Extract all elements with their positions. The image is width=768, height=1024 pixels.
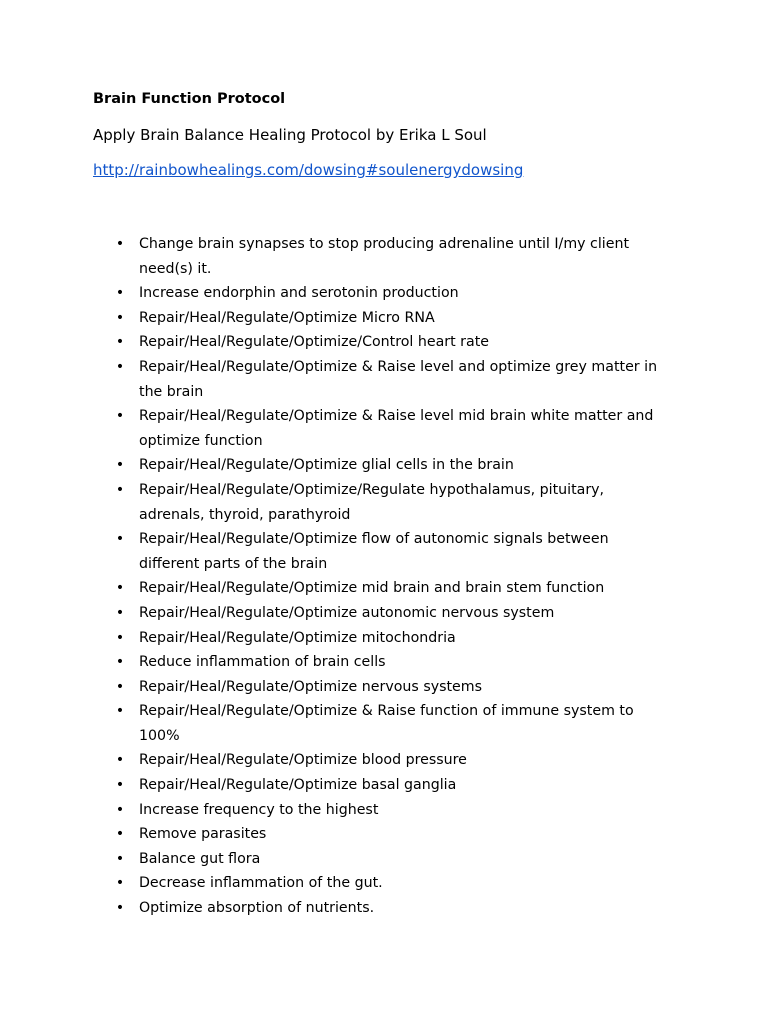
bullet-icon: • xyxy=(115,752,125,769)
list-item xyxy=(0,601,669,626)
bullet-icon: • xyxy=(115,309,125,326)
list-item xyxy=(0,281,669,306)
list-item-text: Change brain synapses to stop producing adrenaline until I/my client need(s) it. xyxy=(139,236,630,277)
bullet-icon: • xyxy=(115,285,125,302)
list-item-text: Repair/Heal/Regulate/Optimize & Raise level and optimize grey matter in the brain xyxy=(139,358,658,400)
list-item xyxy=(0,675,669,700)
bullet-icon: • xyxy=(115,236,125,252)
bullet-icon: • xyxy=(115,654,125,671)
list-item xyxy=(0,404,669,453)
list-item xyxy=(0,232,669,281)
list-item xyxy=(0,798,669,823)
list-item-text: Repair/Heal/Regulate/Optimize nervous systems xyxy=(139,678,482,695)
bullet-icon: • xyxy=(115,875,125,892)
bullet-icon: • xyxy=(115,629,125,646)
list-item-text: Increase frequency to the highest xyxy=(139,801,379,818)
list-item xyxy=(0,773,669,798)
list-item-text: Repair/Heal/Regulate/Optimize Micro RNA xyxy=(139,309,435,326)
protocol-list xyxy=(0,232,768,921)
list-item-text: Repair/Heal/Regulate/Optimize autonomic nervous system xyxy=(139,604,555,621)
list-item xyxy=(0,748,669,773)
list-item-text: Repair/Heal/Regulate/Optimize mitochondria xyxy=(139,629,456,646)
bullet-icon: • xyxy=(115,408,125,425)
list-item-text: Balance gut flora xyxy=(139,850,261,867)
list-item-text: Repair/Heal/Regulate/Optimize basal ganglia xyxy=(139,777,457,794)
list-item-text: Reduce inflammation of brain cells xyxy=(139,654,386,671)
list-item xyxy=(0,576,669,601)
list-item-text: Repair/Heal/Regulate/Optimize glial cells in the brain xyxy=(139,457,514,474)
bullet-icon: • xyxy=(115,531,125,548)
bullet-icon: • xyxy=(115,604,125,621)
bullet-icon: • xyxy=(115,777,125,794)
bullet-icon: • xyxy=(115,826,125,843)
document-title: Brain Function Protocol xyxy=(93,91,286,107)
bullet-icon: • xyxy=(115,900,125,917)
list-item xyxy=(0,330,669,355)
bullet-icon: • xyxy=(115,481,125,498)
list-item xyxy=(0,626,669,651)
list-item xyxy=(0,355,669,404)
source-link[interactable]: http://rainbowhealings.com/dowsing#soulenergydowsing xyxy=(93,161,524,179)
list-item-text: Repair/Heal/Regulate/Optimize & Raise level mid brain white matter and optimize function xyxy=(139,408,654,449)
list-item-text: Repair/Heal/Regulate/Optimize/Regulate hypothalamus, pituitary, adrenals, thyroid, parathyroid xyxy=(139,481,605,523)
list-item xyxy=(0,896,669,921)
bullet-icon: • xyxy=(115,678,125,695)
list-item xyxy=(0,822,669,847)
list-item xyxy=(0,527,669,576)
list-item-text: Repair/Heal/Regulate/Optimize/Control heart rate xyxy=(139,334,489,351)
list-item xyxy=(0,306,669,331)
bullet-icon: • xyxy=(115,358,125,375)
document-subtitle: Apply Brain Balance Healing Protocol by Erika L Soul xyxy=(93,126,487,144)
list-item-text: Repair/Heal/Regulate/Optimize flow of autonomic signals between different parts of the brain xyxy=(139,531,609,572)
bullet-icon: • xyxy=(115,703,125,720)
list-item xyxy=(0,478,669,527)
bullet-icon: • xyxy=(115,580,125,597)
bullet-icon: • xyxy=(115,457,125,474)
list-item xyxy=(0,871,669,896)
list-item xyxy=(0,847,669,872)
list-item xyxy=(0,453,669,478)
list-item-text: Remove parasites xyxy=(139,826,267,843)
bullet-icon: • xyxy=(115,850,125,867)
list-item-text: Repair/Heal/Regulate/Optimize blood pressure xyxy=(139,752,467,769)
list-item-text: Repair/Heal/Regulate/Optimize mid brain and brain stem function xyxy=(139,580,605,597)
bullet-icon: • xyxy=(115,801,125,818)
list-item xyxy=(0,650,669,675)
list-item-text: Repair/Heal/Regulate/Optimize & Raise function of immune system to 100% xyxy=(139,703,634,744)
bullet-icon: • xyxy=(115,334,125,351)
list-item-text: Decrease inflammation of the gut. xyxy=(139,875,383,892)
list-item-text: Optimize absorption of nutrients. xyxy=(139,900,375,917)
list-item-text: Increase endorphin and serotonin production xyxy=(139,285,459,302)
list-item xyxy=(0,699,669,748)
